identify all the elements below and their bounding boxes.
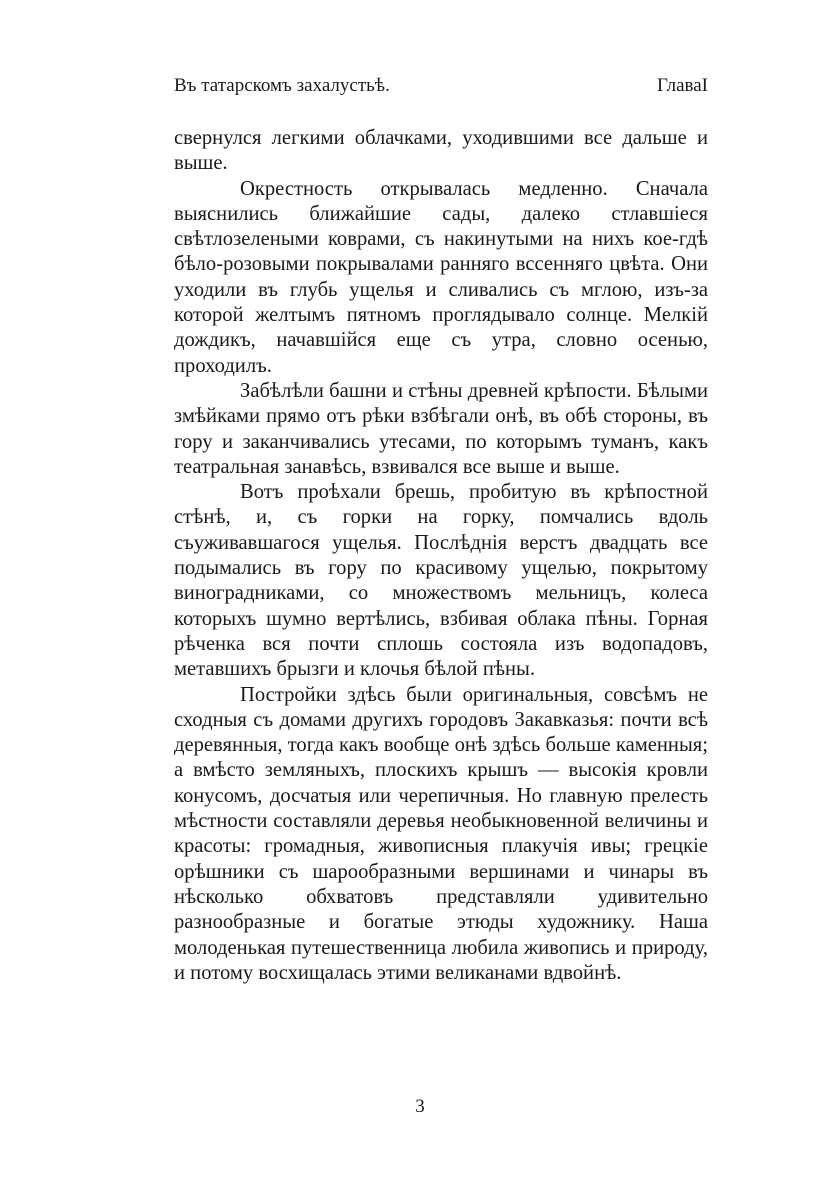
text-body	[174, 126, 708, 986]
paragraph: Окрестность открывалась медленно. Сначала выяснились ближайшие сады, далеко стлавшiеся свѣтлозелеными коврами, съ накинутыми на нихъ кое-гдѣ бѣло-розовыми покрывалами ранняго вссенняго цвѣта. Они уходили въ глубь ущелья и сливались съ мглою, изъ-за которой желтымъ пятномъ проглядывало солнце. Мелкiй дождикъ, начавшiйся еще съ утра, словно осенью, проходилъ.	[174, 177, 708, 377]
paragraph: Вотъ проѣхали брешь, пробитую въ крѣпостной стѣнѣ, и, съ горки на горку, помчались вдоль съуживавшагося ущелья. Послѣднiя верстъ двадцать все подымались въ гору по красивому ущелью, покрытому виноградниками, со множествомъ мельницъ, колеса которыхъ шумно вертѣлись, взбивая облака пѣны. Горная рѣченка вся почти сплошь состояла изъ водопадовъ, метавшихъ брызги и клочья бѣлой пѣны.	[174, 481, 708, 681]
paragraph: свернулся легкими облачками, уходившими все дальше и выше.	[174, 127, 708, 175]
paragraph: Постройки здѣсь были оригинальныя, совсѣмъ не сходныя съ домами другихъ городовъ Закавказья: почти всѣ деревянныя, тогда какъ вообще онѣ здѣсь больше каменныя; а вмѣсто земляныхъ, плоскихъ крышъ — высокiя кровли конусомъ, досчатыя или черепичныя. Но главную прелесть мѣстности составляли деревья необыкновенной величины и красоты: громадныя, живописныя плакучiя ивы; грецкiе орѣшники съ шарообразными вершинами и чинары въ нѣсколько обхватовъ представляли удивительно разнообразные и богатые этюды художнику. Наша молоденькая путешественница любила живопись и природу, и потому восхищалась этими великанами вдвойнѣ.	[174, 683, 708, 984]
running-header	[174, 74, 708, 98]
book-title: Въ татарскомъ захалустьѣ.	[174, 75, 390, 96]
paragraph: Забѣлѣли башни и стѣны древней крѣпости. Бѣлыми змѣйками прямо отъ рѣки взбѣгали онѣ, въ обѣ стороны, въ гору и заканчивались утесами, по которымъ туманъ, какъ театральная занавѣсь, взвивался все выше и выше.	[174, 379, 708, 478]
chapter-label: ГлаваI	[657, 75, 708, 96]
page-number: 3	[415, 1096, 425, 1117]
